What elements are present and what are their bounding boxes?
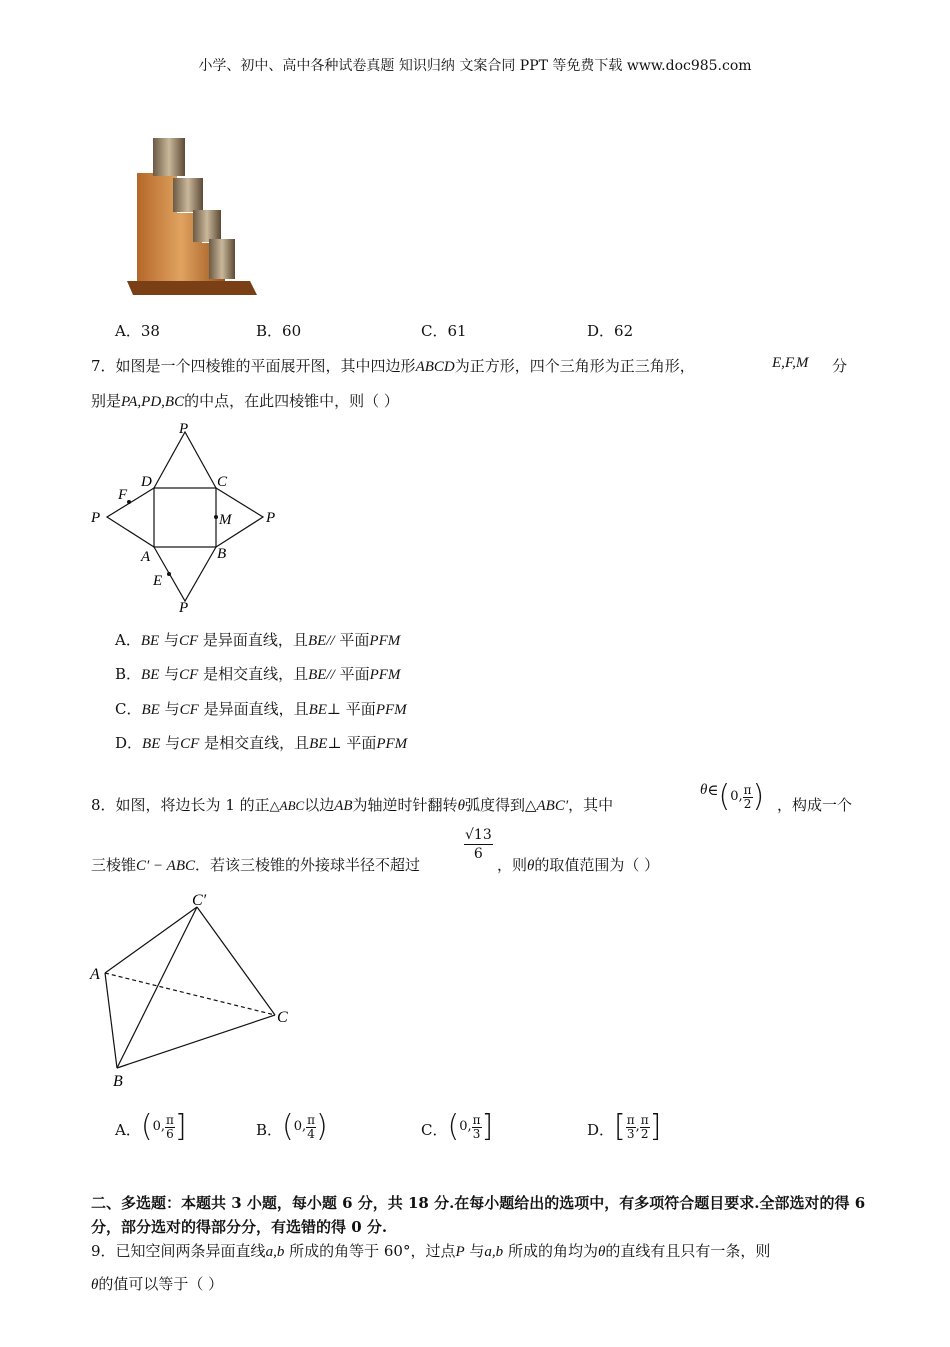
q6-option-b: B．60: [256, 322, 302, 340]
q6-option-a: A．38: [115, 322, 160, 340]
edge-c1b: [117, 907, 197, 1068]
triangle-bottom: [154, 547, 216, 601]
edge-ac1: [105, 907, 197, 973]
label-m: M: [219, 512, 232, 528]
vessel-2: [173, 178, 203, 212]
q6-option-d: D．62: [587, 322, 634, 340]
q9-stem-line1: 9．已知空间两条异面直线a,b 所成的角等于 60°，过点P 与a,b 所成的角均为θ的直线有且只有一条，则: [91, 1242, 771, 1260]
label-c: C: [217, 474, 228, 490]
label-b: B: [113, 1073, 123, 1090]
q7-stem-end: 分: [832, 357, 848, 375]
triangle-left: [107, 488, 154, 547]
point-m: [214, 515, 218, 519]
q8-stem-line2: 三棱锥C′ − ABC．若该三棱锥的外接球半径不超过: [91, 856, 420, 874]
q8-radius-fraction: $\frac{√13}{6}$: [465, 827, 492, 862]
q8-stem-line1: 8．如图，将边长为 1 的正△ABC以边AB为轴逆时针翻转θ弧度得到△ABC′，其中: [91, 796, 614, 814]
label-p-left: P: [91, 510, 101, 526]
q8-stem-line1-end: ，构成一个: [777, 796, 853, 814]
q7-stem-line1: 7．如图是一个四棱锥的平面展开图，其中四边形ABCD为正方形，四个三角形为正三角形，: [91, 357, 695, 375]
page-header: 小学、初中、高中各种试卷真题 知识归纳 文案合同 PPT 等免费下载 www.doc985.com: [198, 58, 752, 74]
vessel-1: [153, 138, 185, 176]
q8-option-c: C． ( 0, $\frac{\pi}{3}$ ]: [421, 1109, 494, 1144]
q7-stem-line2: 别是PA,PD,BC的中点，在此四棱锥中，则（ ）: [91, 392, 399, 410]
q7-option-d: D．BE 与CF 是相交直线，且BE⊥ 平面PFM: [115, 734, 408, 752]
q7-option-a: A．BE 与CF 是异面直线，且BE// 平面PFM: [115, 631, 401, 649]
q7-pyramid-net: [85, 418, 285, 618]
label-d: D: [141, 474, 152, 490]
label-p-bottom: P: [179, 600, 189, 616]
q9-stem-line2: θ的值可以等于（ ）: [91, 1275, 224, 1293]
vessel-4: [209, 239, 235, 279]
stand-base: [127, 281, 257, 295]
point-e: [167, 572, 171, 576]
label-c-prime: C′: [192, 892, 207, 909]
q8-option-d: D． [ $\frac{\pi}{3}$ , $\frac{\pi}{2}$ ]: [587, 1109, 662, 1144]
edge-ab: [105, 973, 117, 1068]
label-a: A: [141, 549, 151, 565]
edge-bc: [117, 1015, 275, 1068]
vessel-3: [193, 210, 221, 242]
triangle-top: [154, 432, 216, 488]
q7-option-c: C．BE 与CF 是异面直线，且BE⊥ 平面PFM: [115, 700, 407, 718]
q8-tetrahedron: [85, 885, 300, 1095]
point-f: [127, 500, 131, 504]
q8-option-a: A． ( 0, $\frac{\pi}{6}$ ]: [115, 1109, 187, 1144]
exhibit-photo: [125, 133, 260, 301]
label-a: A: [90, 966, 100, 983]
q7-option-b: B．BE 与CF 是相交直线，且BE// 平面PFM: [115, 665, 401, 683]
label-b: B: [217, 546, 227, 562]
square-abcd: [154, 488, 216, 547]
label-f: F: [118, 487, 128, 503]
label-e: E: [153, 573, 163, 589]
q6-option-c: C．61: [421, 322, 467, 340]
label-p-right: P: [266, 510, 276, 526]
label-p-top: P: [179, 421, 189, 437]
label-c: C: [277, 1009, 288, 1026]
q8-stem-line2-end: ，则θ的取值范围为（ ）: [497, 856, 660, 874]
q7-stem-points: E,F,M: [772, 355, 809, 371]
section-2-heading: 二、多选题：本题共 3 小题，每小题 6 分，共 18 分.在每小题给出的选项中，有多项符合题目要求.全部选对的得 6 分，部分选对的得部分分，有选错的得 0 分.: [91, 1194, 866, 1236]
q8-theta-condition: θ ∈ ( 0, $\frac{\pi}{2}$ ): [700, 779, 765, 814]
q8-option-b: B． ( 0, $\frac{\pi}{4}$ ): [256, 1109, 328, 1144]
